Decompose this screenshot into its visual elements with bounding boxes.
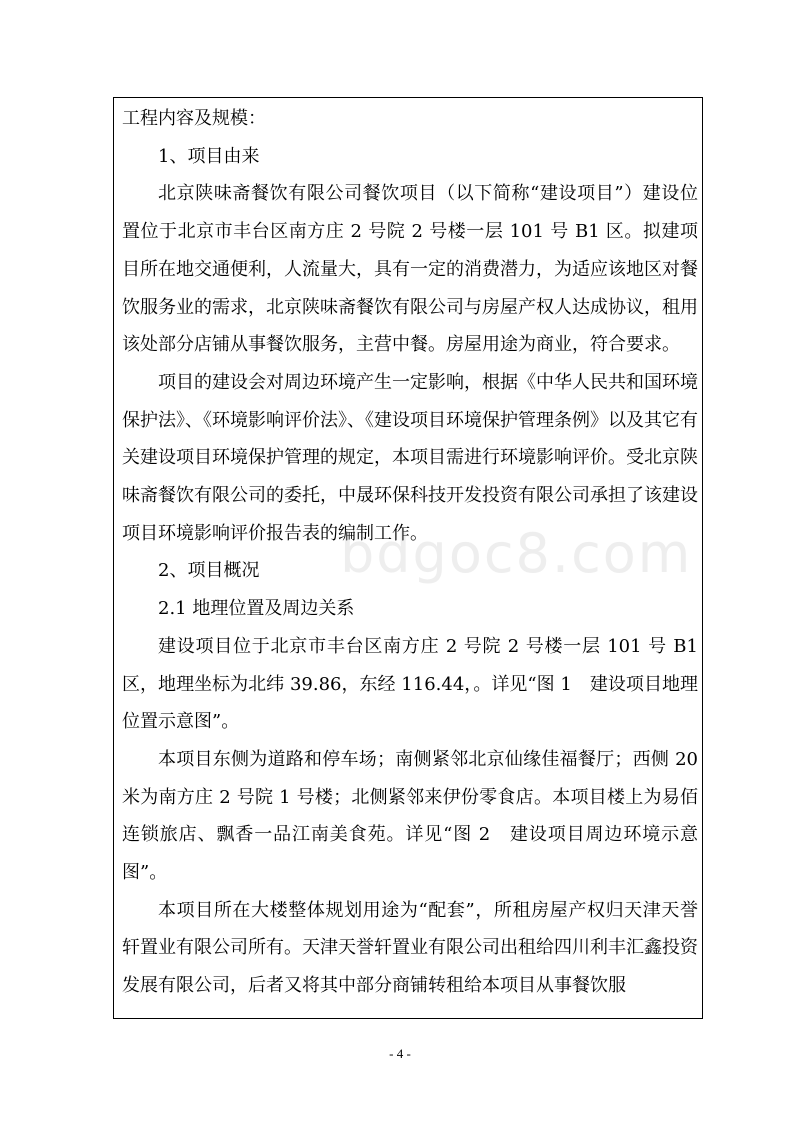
page-number: - 4 - <box>389 1046 411 1061</box>
document-body <box>122 100 698 1005</box>
paragraph-location-1: 建设项目位于北京市丰台区南方庄 2 号院 2 号楼一层 101 号 B1 区，地理坐标为北纬 39.86，东经 116.44，。详见“图 1 建设项目地理位置示意图”。 <box>122 635 698 733</box>
watermark: bdgoc8.com <box>340 522 693 585</box>
paragraph-location-2: 本项目东侧为道路和停车场；南侧紧邻北京仙缘佳福餐厅；西侧 20 米为南方庄 2 号院 1 号楼；北侧紧邻来伊份零食店。本项目楼上为易佰连锁旅店、飘香一品江南美食苑。详见“图 2 建设项目周边环境示意图”。 <box>122 748 698 884</box>
heading-location: 2.1 地理位置及周边关系 <box>158 598 355 620</box>
heading-project-origin: 1、项目由来 <box>158 145 260 167</box>
paragraph-origin-2: 项目的建设会对周边环境产生一定影响，根据《中华人民共和国环境保护法》、《环境影响评价法》、《建设项目环境保护管理条例》以及其它有关建设项目环境保护管理的规定，本项目需进行环境影响评价。受北京陕味斋餐饮有限公司的委托，中晟环保科技开发投资有限公司承担了该建设项目环境影响评价报告表的编制工作。 <box>122 371 698 544</box>
paragraph-origin-1: 北京陕味斋餐饮有限公司餐饮项目（以下简称“建设项目”）建设位置位于北京市丰台区南方庄 2 号院 2 号楼一层 101 号 B1 区。拟建项目所在地交通便利，人流量大，具有一定的消费潜力，为适应该地区对餐饮服务业的需求，北京陕味斋餐饮有限公司与房屋产权人达成协议，租用该处部分店铺从事餐饮服务，主营中餐。房屋用途为商业，符合要求。 <box>122 183 698 356</box>
heading-project-overview: 2、项目概况 <box>158 560 260 582</box>
section-title: 工程内容及规模： <box>122 108 266 129</box>
paragraph-location-3: 本项目所在大楼整体规划用途为“配套”，所租房屋产权归天津天誉轩置业有限公司所有。天津天誉轩置业有限公司出租给四川利丰汇鑫投资发展有限公司，后者又将其中部分商铺转租给本项目从事餐饮服 <box>122 899 698 997</box>
